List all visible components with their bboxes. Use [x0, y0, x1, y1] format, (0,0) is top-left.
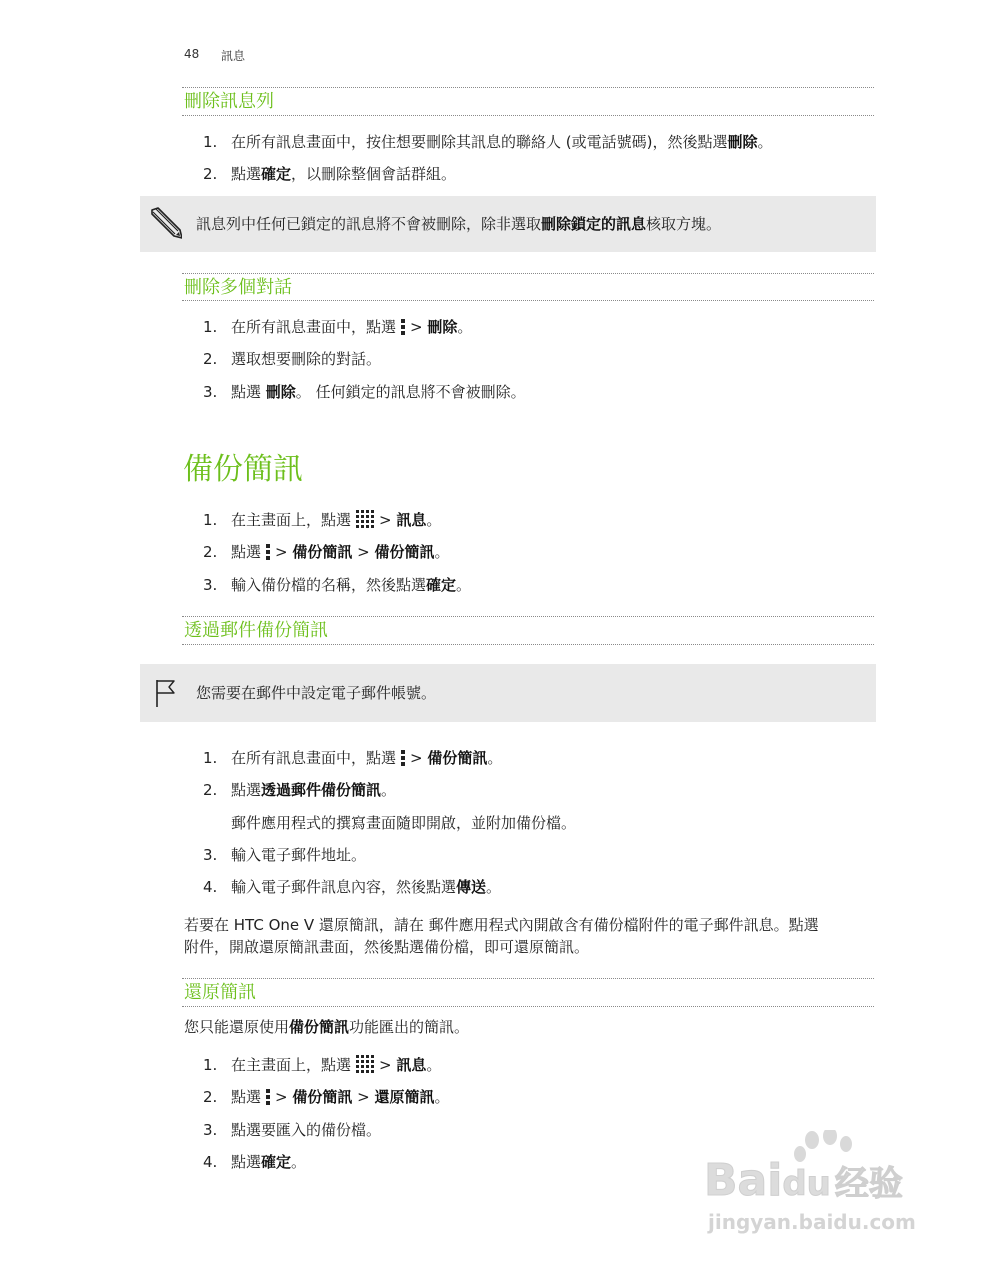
- step-text: 點選 刪除。 任何鎖定的訊息將不會被刪除。: [231, 383, 526, 401]
- step-text: 點選要匯入的備份檔。: [231, 1121, 382, 1139]
- list-item: [0, 540, 989, 564]
- section-title-backup: 備份簡訊: [183, 452, 303, 487]
- page-number: 48: [184, 47, 200, 61]
- step-number: 2.: [203, 165, 218, 183]
- step-number: 1.: [203, 1056, 218, 1074]
- step-number: 3.: [203, 846, 218, 864]
- step-text: 選取想要刪除的對話。: [231, 350, 382, 368]
- watermark-brand-du: du: [782, 1164, 831, 1204]
- watermark-brand: Bai: [704, 1155, 783, 1206]
- paragraph: 您只能還原使用備份簡訊功能匯出的簡訊。: [184, 1018, 470, 1036]
- step-number: 2.: [203, 543, 218, 561]
- step-text: 點選確定，以刪除整個會話群組。: [231, 165, 457, 183]
- step-text: 輸入電子郵件地址。: [231, 846, 367, 864]
- step-text: 點選確定。: [231, 1153, 307, 1171]
- step-text: 在所有訊息畫面中，點選 > 備份簡訊。: [231, 749, 503, 767]
- watermark-url: jingyan.baidu.com: [708, 1210, 916, 1234]
- section-title-restore: 還原簡訊: [184, 982, 256, 1003]
- list-item: [0, 1085, 989, 1109]
- all-apps-icon: [356, 510, 374, 528]
- step-text: 點選 > 備份簡訊 > 備份簡訊。: [231, 543, 450, 561]
- paragraph-line: 附件，開啟還原簡訊畫面，然後點選備份檔，即可還原簡訊。: [184, 938, 590, 956]
- step-number: 2.: [203, 350, 218, 368]
- list-item-detail: [0, 811, 989, 835]
- flag-icon: [154, 678, 178, 712]
- step-number: 4.: [203, 1153, 218, 1171]
- section-divider: [182, 87, 874, 88]
- step-text: 點選 > 備份簡訊 > 還原簡訊。: [231, 1088, 450, 1106]
- step-text: 點選透過郵件備份簡訊。: [231, 781, 397, 799]
- step-number: 1.: [203, 511, 218, 529]
- watermark: [700, 1130, 940, 1240]
- list-item: [0, 746, 989, 770]
- step-text: 在所有訊息畫面中，按住想要刪除其訊息的聯絡人 (或電話號碼)，然後點選刪除。: [231, 133, 773, 151]
- list-item: [0, 573, 989, 597]
- watermark-cn: 经验: [834, 1164, 903, 1204]
- step-number: 4.: [203, 878, 218, 896]
- section-divider: [182, 1006, 874, 1007]
- step-number: 2.: [203, 1088, 218, 1106]
- step-text: 輸入電子郵件訊息內容，然後點選傳送。: [231, 878, 502, 896]
- list-item: [0, 843, 989, 867]
- more-menu-icon: [401, 750, 405, 766]
- step-text: 在主畫面上，點選 > 訊息。: [231, 1056, 442, 1074]
- section-divider: [182, 300, 874, 301]
- note-text: 您需要在郵件中設定電子郵件帳號。: [196, 684, 437, 702]
- section-divider: [182, 115, 874, 116]
- pencil-icon: [148, 206, 182, 244]
- all-apps-icon: [356, 1055, 374, 1073]
- section-title-email-backup: 透過郵件備份簡訊: [184, 620, 328, 641]
- section-divider: [182, 644, 874, 645]
- step-number: 1.: [203, 749, 218, 767]
- step-text: 在所有訊息畫面中，點選 > 刪除。: [231, 318, 473, 336]
- more-menu-icon: [401, 319, 405, 335]
- section-divider: [182, 273, 874, 274]
- note-text: 訊息列中任何已鎖定的訊息將不會被刪除，除非選取刪除鎖定的訊息核取方塊。: [196, 215, 722, 233]
- list-item: [0, 162, 989, 186]
- step-detail-text: 郵件應用程式的撰寫畫面隨即開啟，並附加備份檔。: [231, 814, 577, 832]
- list-item: [0, 1053, 989, 1077]
- step-text: 輸入備份檔的名稱，然後點選確定。: [231, 576, 472, 594]
- step-number: 3.: [203, 383, 218, 401]
- list-item: [0, 347, 989, 371]
- note-box: [140, 664, 876, 722]
- step-number: 2.: [203, 781, 218, 799]
- list-item: [0, 875, 989, 899]
- paragraph-line: 若要在 HTC One V 還原簡訊，請在 郵件應用程式內開啟含有備份檔附件的電子郵件訊息。點選: [184, 916, 819, 934]
- list-item: [0, 130, 989, 154]
- note-box: [140, 196, 876, 252]
- step-number: 1.: [203, 318, 218, 336]
- more-menu-icon: [266, 1089, 270, 1105]
- list-item: [0, 315, 989, 339]
- step-number: 3.: [203, 576, 218, 594]
- list-item: [0, 380, 989, 404]
- step-number: 3.: [203, 1121, 218, 1139]
- chapter-title: 訊息: [221, 49, 246, 63]
- list-item: [0, 508, 989, 532]
- step-number: 1.: [203, 133, 218, 151]
- section-title-delete-multiple: 刪除多個對話: [184, 277, 292, 298]
- section-title-delete-thread: 刪除訊息列: [184, 91, 274, 112]
- more-menu-icon: [266, 544, 270, 560]
- section-divider: [182, 978, 874, 979]
- list-item: [0, 778, 989, 802]
- step-text: 在主畫面上，點選 > 訊息。: [231, 511, 442, 529]
- section-divider: [182, 616, 874, 617]
